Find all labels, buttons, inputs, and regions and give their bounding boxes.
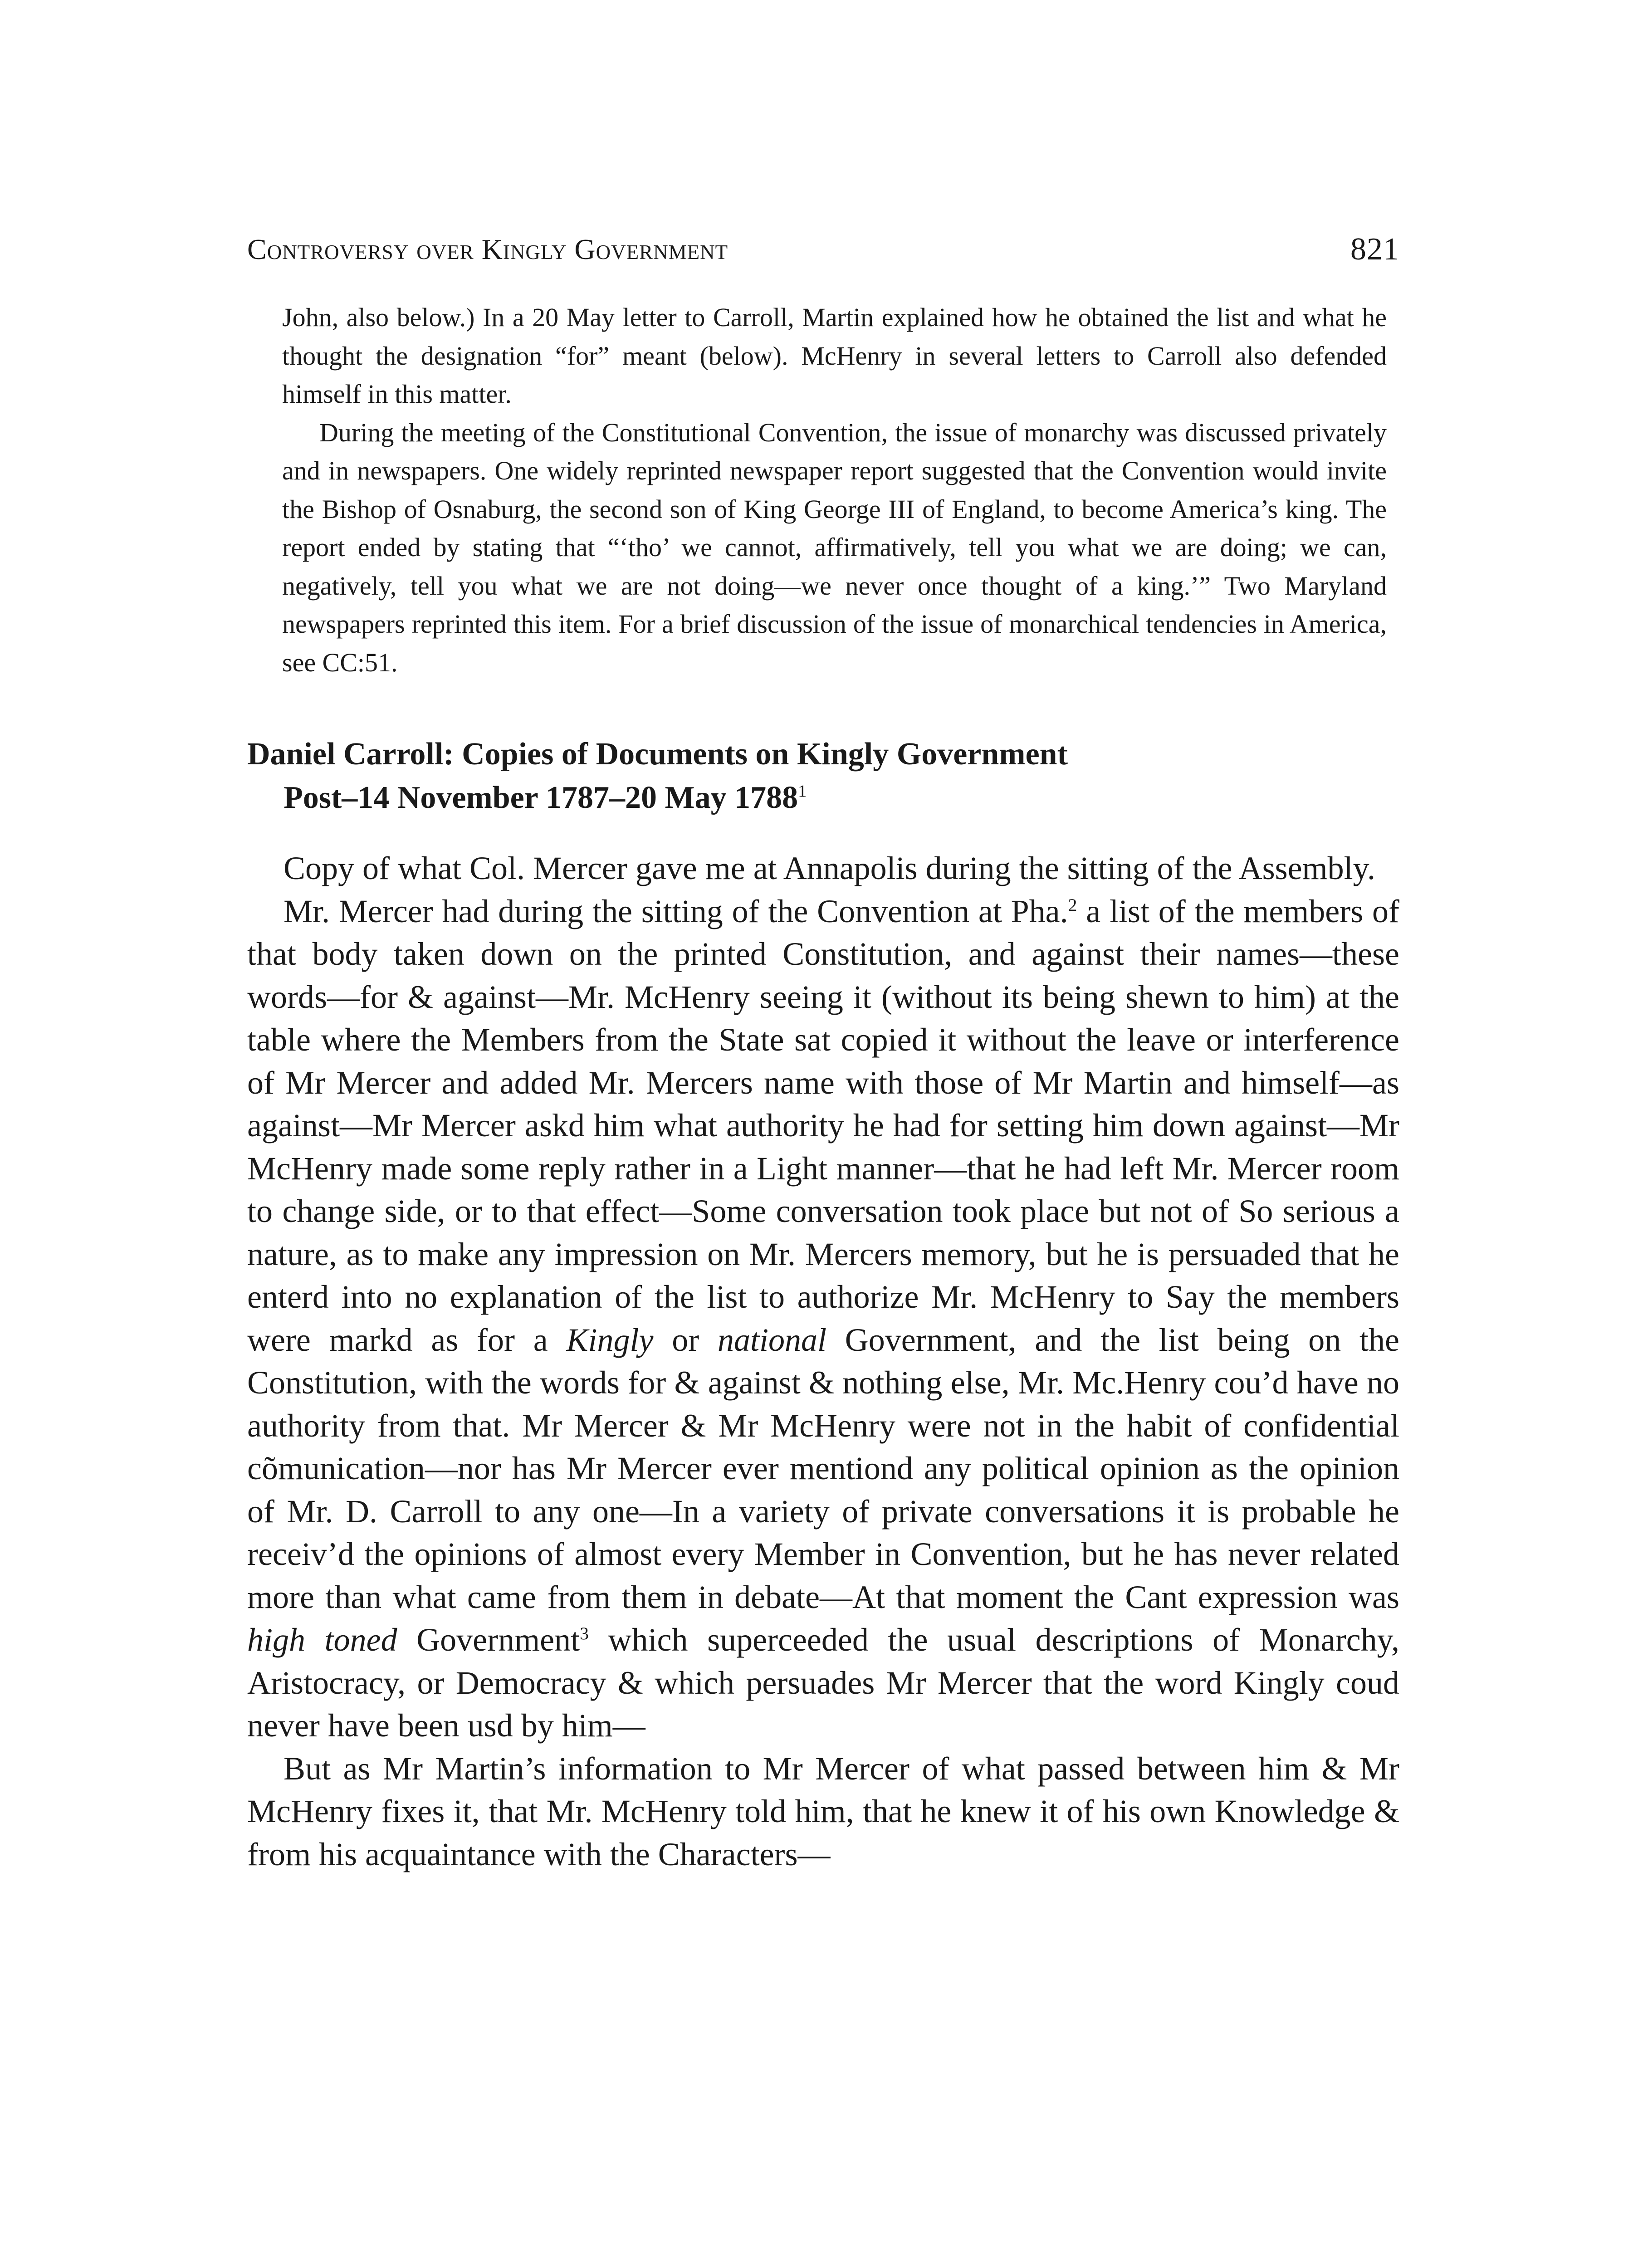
document-heading-line1: Daniel Carroll: Copies of Documents on Kingly Government [247,737,1068,772]
italic-term: Kingly [566,1321,654,1358]
intro-paragraph: John, also below.) In a 20 May letter to Carroll, Martin explained how he obtained the list and what he thought the designation “for” meant (below). McHenry in several letters to Carroll also defended himself in this matter. [282,303,1387,409]
body-text: Government, and the list being on the Constitution, with the words for & against & nothing else, Mr. Mc.Henry cou’d have no authority from that. Mr Mercer & Mr McHenry were not in the habit of confidential cõmunication—nor has Mr Mercer ever mentiond any political opinion as the opinion of Mr. D. Carroll to any one—In a variety of private conversations it is probable he receiv’d the opinions of almost every Member in Convention, but he has never related more than what came from them in debate—At that moment the Cant expression was [247,1321,1399,1615]
body-paragraph [247,890,1399,1747]
body-text: Mr. Mercer had during the sitting of the Convention at Pha. [284,893,1068,929]
footnote-reference: 2 [1068,894,1077,915]
body-text: Government [397,1622,580,1658]
intro-paragraph: During the meeting of the Constitutional Convention, the issue of monarchy was discussed privately and in newspapers. One widely reprinted newspaper report suggested that the Convention would invite the Bishop of Osnaburg, the second son of King George III of England, to become America’s king. The report ended by stating that “‘tho’ we cannot, affirmatively, tell you what we are doing; we can, negatively, tell you what we are not doing—we never once thought of a king.’” Two Maryland newspapers reprinted this item. For a brief discussion of the issue of monarchical tendencies in America, see CC:51. [282,417,1387,677]
page [247,227,1399,1876]
italic-term: national [717,1321,826,1358]
body-text: which superceeded the usual descriptions of Monarchy, Aristocracy, or Democracy & which persuades Mr Mercer that the word Kingly coud never have been usd by him— [247,1622,1399,1744]
document-text [247,847,1399,1876]
body-text: or [653,1321,718,1358]
page-number: 821 [1350,232,1399,267]
document-heading-line2 [247,776,1399,820]
italic-term: high toned [247,1622,397,1658]
body-paragraph: But as Mr Martin’s information to Mr Mercer of what passed between him & Mr McHenry fixes it, that Mr. McHenry told him, that he knew it of his own Knowledge & from his acquaintance with the Characters— [247,1750,1399,1872]
running-head-title: Controversy over Kingly Government [247,233,728,265]
document-heading [247,733,1399,820]
body-text: a list of the members of that body taken down on the printed Constitution, and against their names—these words—for & against—Mr. McHenry seeing it (without its being shewn to him) at the table where the Members from the State sat copied it without the leave or interference of Mr Mercer and added Mr. Mercers name with those of Mr Martin and himself—as against—Mr Mercer askd him what authority he had for setting him down against—Mr McHenry made some reply rather in a Light manner—that he had left Mr. Mercer room to change side, or to that effect—Some conversation took place but not of So serious a nature, as to make any impression on Mr. Mercers memory, but he is persuaded that he enterd into no explanation of the list to authorize Mr. McHenry to Say the members were markd as for a [247,893,1399,1358]
footnote-reference: 1 [798,782,807,801]
document-date-range: Post–14 November 1787–20 May 1788 [284,780,798,815]
running-head [247,227,1399,272]
body-paragraph: Copy of what Col. Mercer gave me at Annapolis during the sitting of the Assembly. [284,850,1375,886]
footnote-reference: 3 [580,1623,589,1643]
editorial-introduction [247,298,1387,682]
